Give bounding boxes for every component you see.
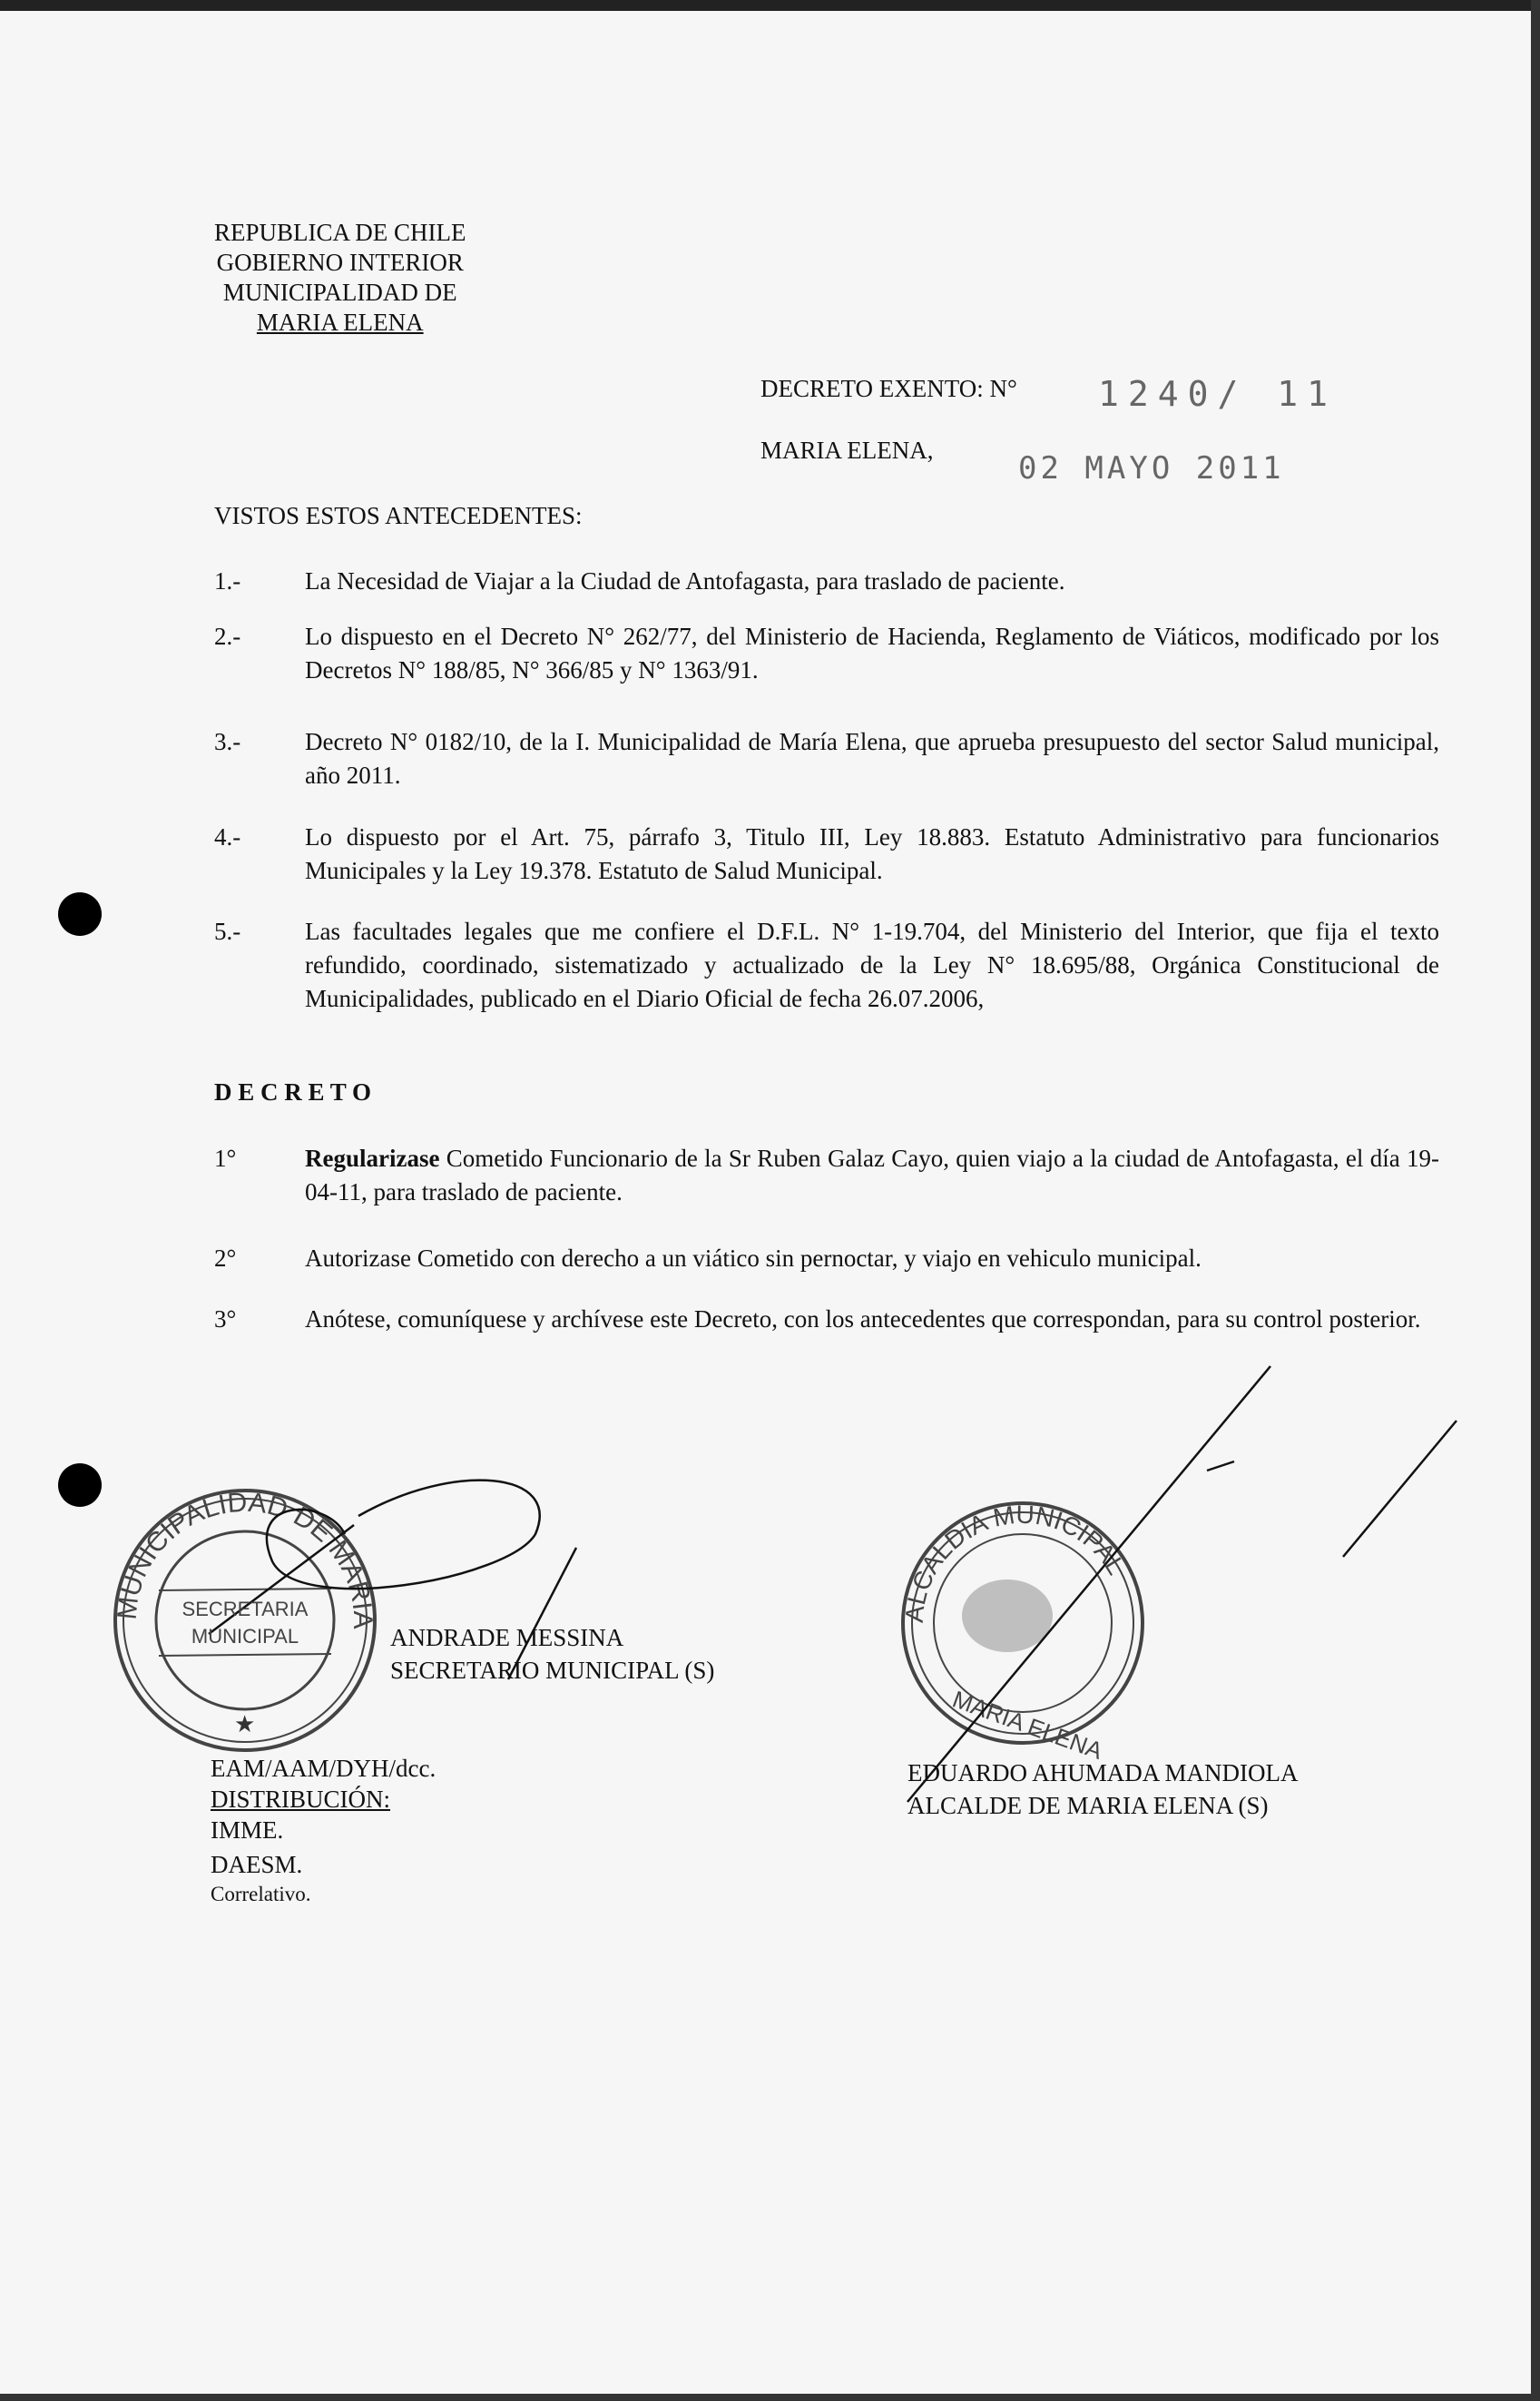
secretary-name: ANDRADE MESSINA — [390, 1624, 624, 1651]
mayor-seal — [900, 1501, 1143, 1765]
svg-text:★: ★ — [234, 1711, 256, 1737]
secretary-title: SECRETARIO MUNICIPAL (S) — [390, 1657, 715, 1684]
item-number: 1° — [214, 1145, 237, 1172]
item-number: 5.- — [214, 918, 241, 945]
distribution-label: DISTRIBUCIÓN: — [211, 1786, 391, 1813]
date-stamp: 02 MAYO 2011 — [1018, 450, 1285, 487]
item-number: 1.- — [214, 567, 241, 595]
recipient: IMME. — [211, 1816, 284, 1844]
vistos-item: Las facultades legales que me confiere el D.F.L. N° 1-19.704, del Ministerio del Interior, que fija el texto refundido, coordinado, sistematizado y actualizado de la Ley N° 18.695/88, Orgánica Constitucional de Municipalidades, publicado en el Diario Oficial de fecha 26.07.2006, — [305, 918, 1439, 1012]
vistos-item: Lo dispuesto por el Art. 75, párrafo 3, Titulo III, Ley 18.883. Estatuto Administrativo para funcionarios Municipales y la Ley 19.378. Estatuto de Salud Municipal. — [305, 823, 1439, 884]
letterhead-line: REPUBLICA DE CHILE — [214, 219, 466, 246]
vistos-item: Lo dispuesto en el Decreto N° 262/77, del Ministerio de Hacienda, Reglamento de Viáticos, modificado por los Decretos N° 188/85, N° 366/85 y N° 1363/91. — [305, 623, 1439, 684]
svg-text:MUNICIPALIDAD DE MARIA: MUNICIPALIDAD DE MARIA — [112, 1487, 378, 1629]
decreto-item: Autorizase Cometido con derecho a un viático sin pernoctar, y viajo en vehiculo municipal. — [305, 1245, 1202, 1272]
mayor-title: ALCALDE DE MARIA ELENA (S) — [907, 1792, 1269, 1819]
vistos-title: VISTOS ESTOS ANTECEDENTES: — [214, 502, 583, 529]
decreto-verb: Regularizase — [305, 1145, 440, 1172]
svg-text:MARIA ELENA: MARIA ELENA — [948, 1685, 1106, 1765]
item-number: 4.- — [214, 823, 241, 851]
item-number: 2.- — [214, 623, 241, 650]
decree-number-label: DECRETO EXENTO: N° — [760, 375, 1017, 402]
secretary-seal-text: SECRETARIA MUNICIPAL — [181, 1598, 309, 1648]
decree-number-stamp: 1240/ 11 — [1098, 374, 1338, 414]
correlativo: Correlativo. — [211, 1883, 311, 1905]
mayor-name: EDUARDO AHUMADA MANDIOLA — [907, 1759, 1299, 1786]
initials: EAM/AAM/DYH/dcc. — [211, 1755, 436, 1782]
letterhead-line: MARIA ELENA — [256, 309, 424, 336]
letterhead-line: GOBIERNO INTERIOR — [216, 249, 464, 276]
item-number: 3.- — [214, 728, 241, 755]
vistos-item: La Necesidad de Viajar a la Ciudad de Antofagasta, para traslado de paciente. — [305, 567, 1065, 595]
svg-text:ALCALDIA MUNICIPAL: ALCALDIA MUNICIPAL — [899, 1500, 1131, 1624]
recipient: DAESM. — [211, 1851, 303, 1878]
signature-strokes — [209, 1366, 1457, 1802]
vistos-item: Decreto N° 0182/10, de la I. Municipalidad de María Elena, que aprueba presupuesto del sector Salud municipal, año 2011. — [305, 728, 1439, 789]
place-label: MARIA ELENA, — [760, 437, 934, 464]
item-number: 2° — [214, 1245, 237, 1272]
decreto-item: Anótese, comuníquese y archívese este Decreto, con los antecedentes que correspondan, para su control posterior. — [305, 1305, 1421, 1333]
decreto-text: Cometido Funcionario de la Sr Ruben Galaz Cayo, quien viajo a la ciudad de Antofagasta, el día 19-04-11, para traslado de paciente. — [305, 1145, 1439, 1205]
decreto-title: D E C R E T O — [214, 1078, 372, 1106]
item-number: 3° — [214, 1305, 237, 1333]
letterhead-line: MUNICIPALIDAD DE — [222, 279, 457, 306]
